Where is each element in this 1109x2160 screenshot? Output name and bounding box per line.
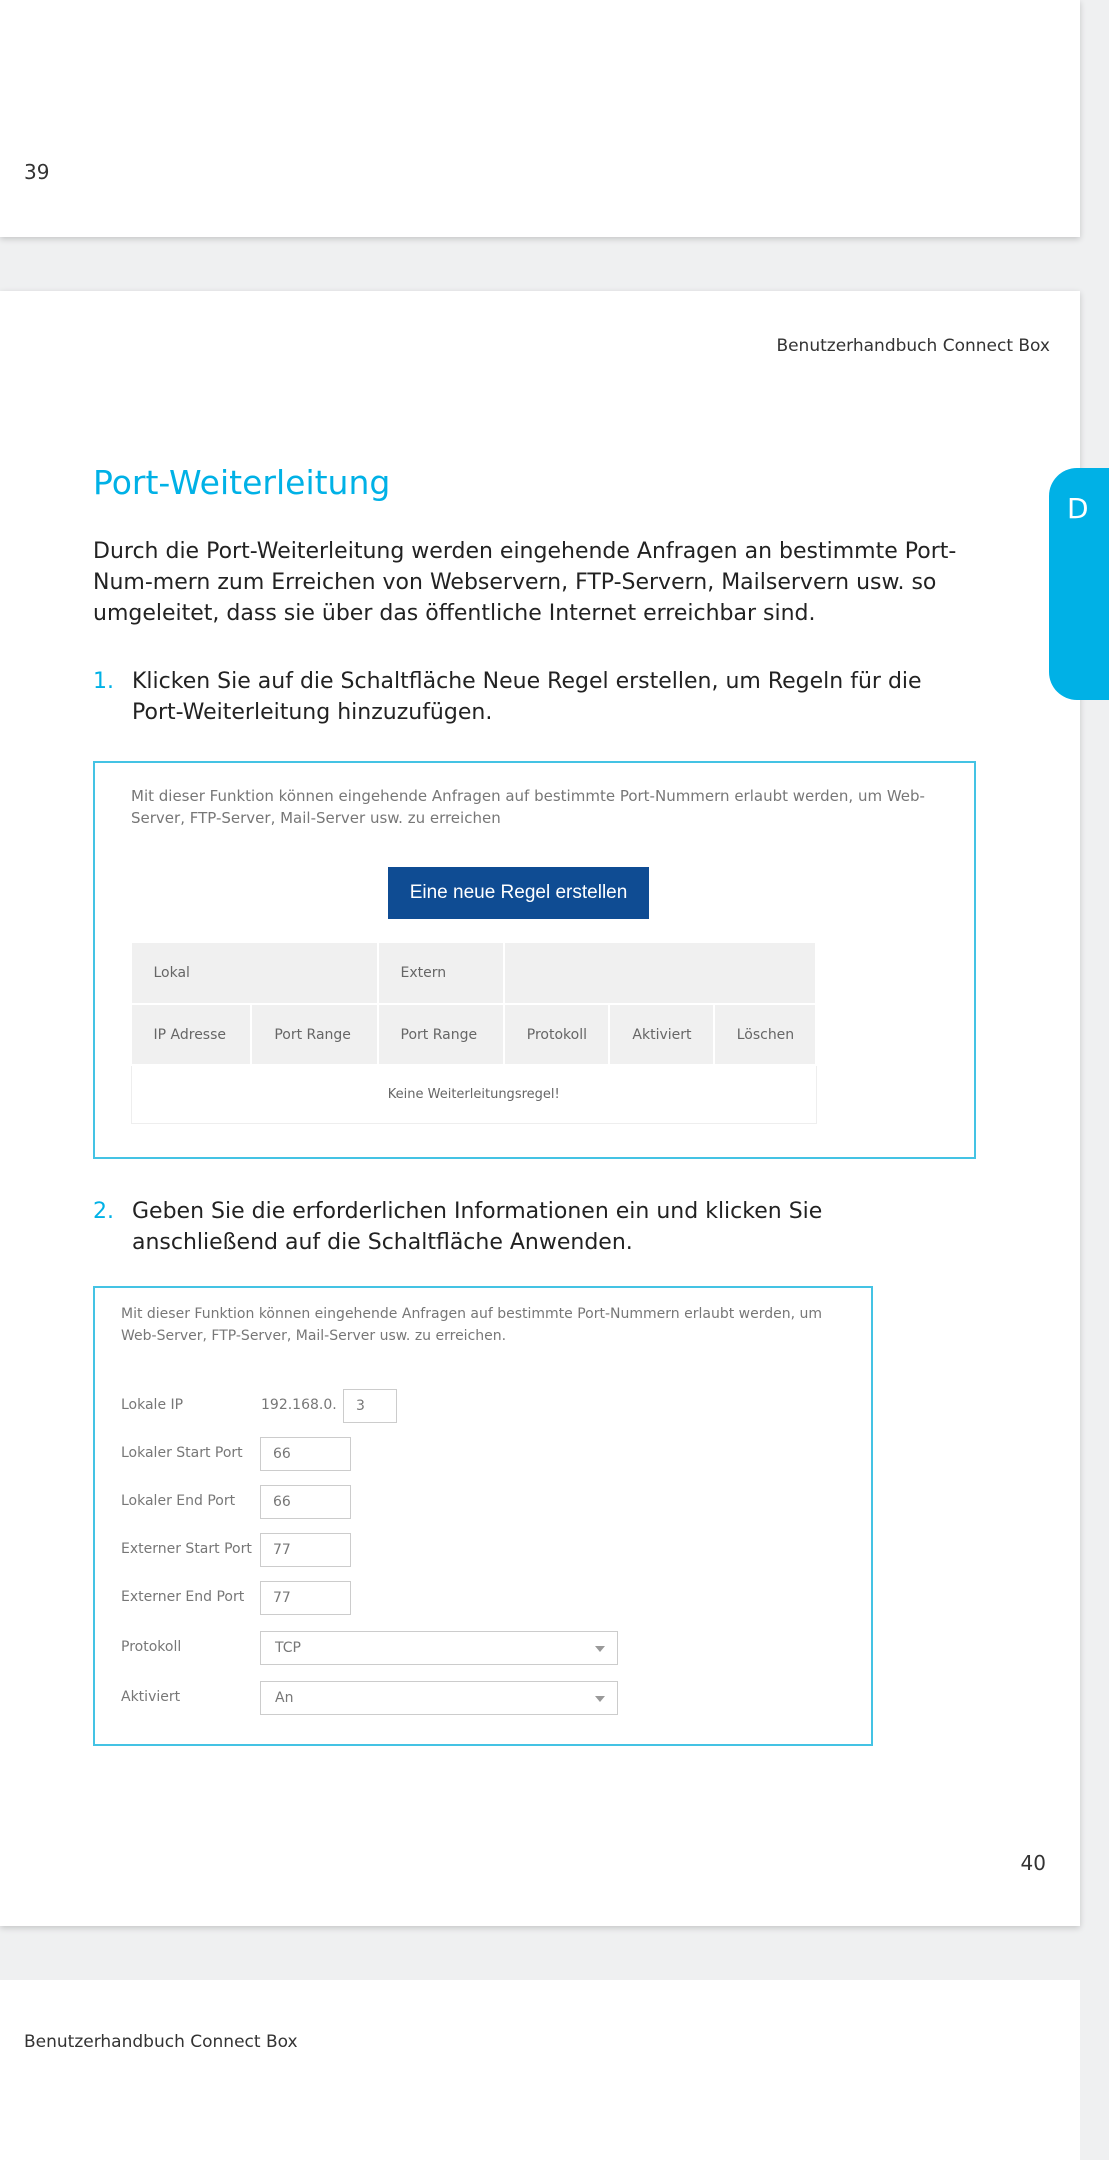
create-rule-button[interactable]: Eine neue Regel erstellen [388,867,649,919]
step-2 [93,1196,973,1258]
enabled-label: Aktiviert [121,1689,181,1705]
intro-paragraph: Durch die Port-Weiterleitung werden eingehende Anfragen an bestimmte Port-Num-mern zum Erreichen von Webservern, FTP-Servern, Mailservern usw. so umgeleitet, dass sie über das öffentliche Internet erreichbar sind. [93,539,957,626]
local-ip-input[interactable]: 3 [343,1389,397,1423]
local-end-label: Lokaler End Port [121,1493,236,1509]
protocol-label: Protokoll [121,1639,182,1655]
col-delete: Löschen [714,1004,816,1065]
col-protocol: Protokoll [504,1004,610,1065]
running-header: Benutzerhandbuch Connect Box [24,2032,298,2052]
table-row [132,1065,817,1123]
step-number: 1. [93,669,114,694]
local-start-label: Lokaler Start Port [121,1445,243,1461]
group-local: Lokal [132,943,378,1004]
group-external: Extern [378,943,504,1004]
function-description: Mit dieser Funktion können eingehende Anfragen auf bestimmte Port-Nummern erlaubt werden, um Web-Server, FTP-Server, Mail-Server usw. zu erreichen [131,787,925,827]
enabled-value: An [275,1690,294,1706]
protocol-select[interactable] [260,1631,618,1665]
running-header: Benutzerhandbuch Connect Box [776,336,1050,356]
step-text: Geben Sie die erforderlichen Informationen ein und klicken Sie anschließend auf die Schaltfläche Anwenden. [132,1199,823,1255]
external-start-label: Externer Start Port [121,1541,252,1557]
local-ip-label: Lokale IP [121,1397,184,1413]
step-1 [93,666,973,728]
local-start-row [121,1437,421,1471]
enabled-select[interactable] [260,1681,618,1715]
chapter-tab-letter: D [1067,492,1089,525]
chevron-down-icon [595,1646,605,1652]
previous-page [0,0,1080,237]
chapter-tab [1049,468,1109,700]
col-external-port-range: Port Range [378,1004,504,1065]
external-end-input[interactable]: 77 [260,1581,351,1615]
local-ip-row [121,1389,421,1423]
external-start-input[interactable]: 77 [260,1533,351,1567]
external-end-label: Externer End Port [121,1589,245,1605]
page-number: 39 [24,160,50,184]
section-title: Port-Weiterleitung [93,463,391,502]
table-header-row [132,1004,817,1065]
step-text: Klicken Sie auf die Schaltfläche Neue Regel erstellen, um Regeln für die Port-Weiterleitung hinzuzufügen. [132,669,922,725]
function-description: Mit dieser Funktion können eingehende Anfragen auf bestimmte Port-Nummern erlaubt werden, um Web-Server, FTP-Server, Mail-Server usw. zu erreichen. [121,1306,822,1344]
forwarding-table [131,943,817,1124]
col-enabled: Aktiviert [609,1004,713,1065]
local-start-input[interactable]: 66 [260,1437,351,1471]
chevron-down-icon [595,1696,605,1702]
page-number: 40 [1020,1851,1046,1875]
protocol-value: TCP [275,1640,301,1656]
current-page [0,291,1089,1926]
empty-message: Keine Weiterleitungsregel! [132,1065,817,1123]
col-local-port-range: Port Range [251,1004,377,1065]
external-start-row [121,1533,421,1567]
next-page [0,1980,1080,2160]
local-ip-prefix: 192.168.0. [261,1397,337,1413]
protocol-row [121,1631,641,1665]
local-end-row [121,1485,421,1519]
group-empty [504,943,816,1004]
screenshot-rule-list [93,761,976,1159]
local-end-input[interactable]: 66 [260,1485,351,1519]
table-group-row [132,943,817,1004]
enabled-row [121,1681,641,1715]
step-number: 2. [93,1199,114,1224]
col-ip-address: IP Adresse [132,1004,252,1065]
screenshot-rule-form [93,1286,873,1746]
external-end-row [121,1581,421,1615]
